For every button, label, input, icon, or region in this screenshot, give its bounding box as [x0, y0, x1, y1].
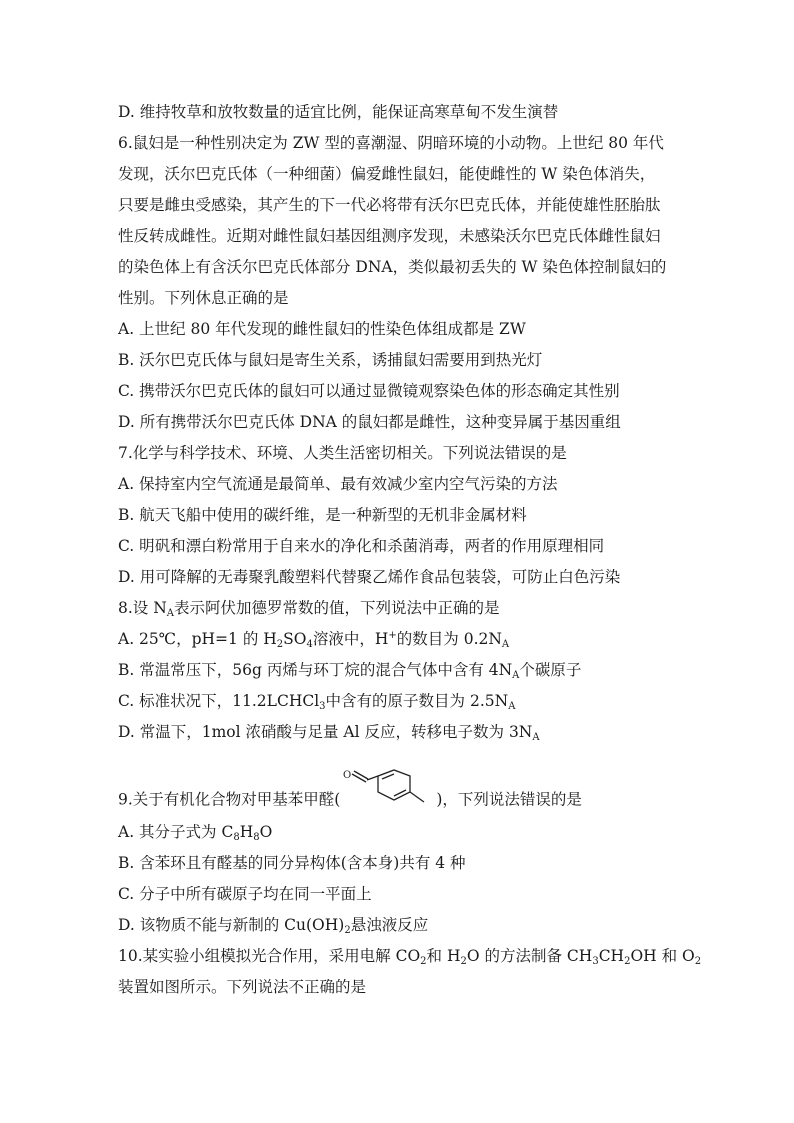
q8-option-b: B. 常温常压下，56g 丙烯与环丁烷的混合气体中含有 $4N_A$个碳原子 — [118, 661, 582, 681]
q10-stem-line-2: 装置如图所示。下列说法不正确的是 — [118, 978, 367, 996]
q7-option-d: D. 用可降解的无毒聚乳酸塑料代替聚乙烯作食品包装袋，可防止白色污染 — [118, 568, 621, 586]
q7-stem: 7.化学与科学技术、环境、人类生活密切相关。下列说法错误的是 — [118, 444, 567, 462]
q6-stem-line-4: 性反转成雌性。近期对雌性鼠妇基因组测序发现，未感染沃尔巴克氏体雌性鼠妇 — [118, 227, 661, 245]
q8-option-c: C. 标准状况下，11.2LCHCl$_3$中含有的原子数目为 $2.5N_A$ — [118, 692, 516, 712]
q10-stem-line-1: 10.某实验小组模拟光合作用，采用电解 $CO_2$和 $H_2O$ 的方法制备 $CH_3CH_2OH$ 和 $O_2$ — [118, 947, 702, 967]
q6-stem-line-2: 发现，沃尔巴克氏体（一种细菌）偏爱雌性鼠妇，能使雌性的 W 染色体消失， — [118, 165, 656, 183]
q8-option-a: A. 25℃，pH=1 的 $H_2SO_4$溶液中，H+的数目为 $0.2N_A$ — [118, 630, 510, 650]
p-tolualdehyde-structure — [340, 768, 436, 825]
q9-option-c: C. 分子中所有碳原子均在同一平面上 — [118, 885, 372, 903]
q8-option-d: D. 常温下，1mol 浓硝酸与足量 Al 反应，转移电子数为 $3N_A$ — [118, 723, 540, 743]
q6-option-b: B. 沃尔巴克氏体与鼠妇是寄生关系，诱捕鼠妇需要用到热光灯 — [118, 351, 543, 369]
q7-option-c: C. 明矾和漂白粉常用于自来水的净化和杀菌消毒，两者的作用原理相同 — [118, 537, 605, 555]
q9-stem: 9.关于有机化合物对甲基苯甲醛( O )，下列说法错误的是 — [118, 772, 678, 829]
oxygen-label: O — [343, 770, 352, 781]
q6-stem-line-5: 的染色体上有含沃尔巴克氏体部分 DNA，类似最初丢失的 W 染色体控制鼠妇的 — [118, 258, 667, 276]
q7-option-b: B. 航天飞船中使用的碳纤维，是一种新型的无机非金属材料 — [118, 506, 527, 524]
q9-option-d: D. 该物质不能与新制的 $Cu(OH)_2$悬浊液反应 — [118, 916, 429, 936]
q6-stem-line-1: 6.鼠妇是一种性别决定为 ZW 型的喜潮湿、阴暗环境的小动物。上世纪 80 年代 — [118, 134, 664, 152]
q9-option-a: A. 其分子式为 $C_8H_8O$ — [118, 823, 273, 843]
q6-stem-line-3: 只要是雌虫受感染，其产生的下一代必将带有沃尔巴克氏体，并能使雄性胚胎肽 — [118, 196, 661, 214]
q8-stem: 8.设 $N_A$表示阿伏加德罗常数的值，下列说法中正确的是 — [118, 599, 500, 619]
q9-option-b: B. 含苯环且有醛基的同分异构体(含本身)共有 4 种 — [118, 854, 466, 872]
q5-option-d: D. 维持牧草和放牧数量的适宜比例，能保证高寒草甸不发生演替 — [118, 103, 559, 121]
q6-option-d: D. 所有携带沃尔巴克氏体 DNA 的鼠妇都是雌性，这种变异属于基因重组 — [118, 413, 621, 431]
q6-option-a: A. 上世纪 80 年代发现的雌性鼠妇的性染色体组成都是 ZW — [118, 320, 526, 338]
q6-option-c: C. 携带沃尔巴克氏体的鼠妇可以通过显微镜观察染色体的形态确定其性别 — [118, 382, 620, 400]
q6-stem-line-6: 性别。下列休息正确的是 — [118, 289, 289, 307]
q7-option-a: A. 保持室内空气流通是最简单、最有效减少室内空气污染的方法 — [118, 475, 558, 493]
